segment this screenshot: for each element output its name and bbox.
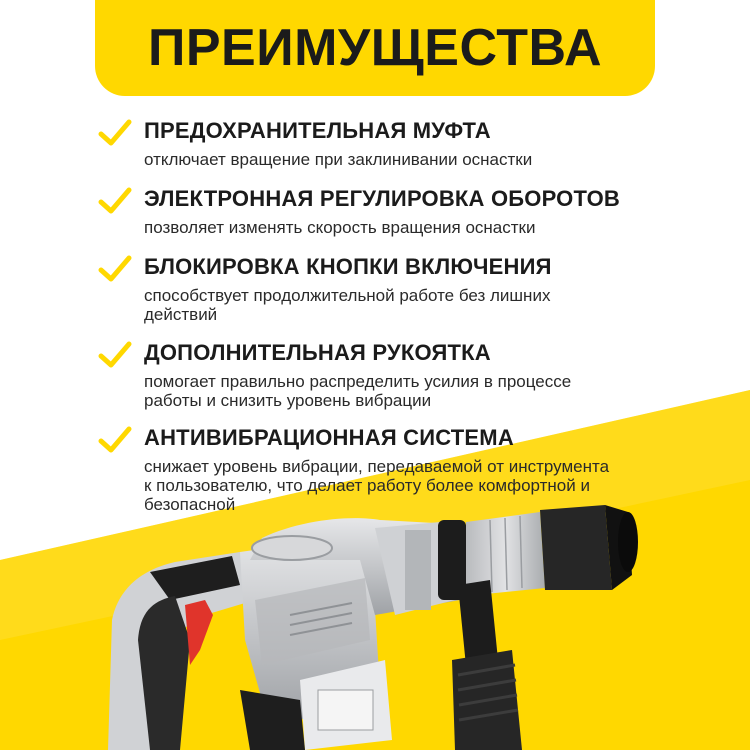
benefit-title: ДОПОЛНИТЕЛЬНАЯ РУКОЯТКА (144, 340, 491, 365)
page-title: ПРЕИМУЩЕСТВА (148, 19, 602, 77)
benefit-title: ЭЛЕКТРОННАЯ РЕГУЛИРОВКА ОБОРОТОВ (144, 186, 620, 211)
benefit-description: способствует продолжительной работе без лишних действий (144, 286, 551, 324)
benefit-title: АНТИВИБРАЦИОННАЯ СИСТЕМА (144, 425, 514, 450)
benefit-title: ПРЕДОХРАНИТЕЛЬНАЯ МУФТА (144, 118, 491, 143)
benefit-description: снижает уровень вибрации, передаваемой от инструмента к пользователю, что делает работу более комфортной и безопасной (144, 457, 610, 514)
benefit-title: БЛОКИРОВКА КНОПКИ ВКЛЮЧЕНИЯ (144, 254, 552, 279)
benefit-description: позволяет изменять скорость вращения оснастки (144, 218, 536, 237)
benefit-description: отключает вращение при заклинивании оснастки (144, 150, 533, 169)
benefit-description: помогает правильно распределить усилия в процессе работы и снизить уровень вибрации (144, 372, 572, 410)
